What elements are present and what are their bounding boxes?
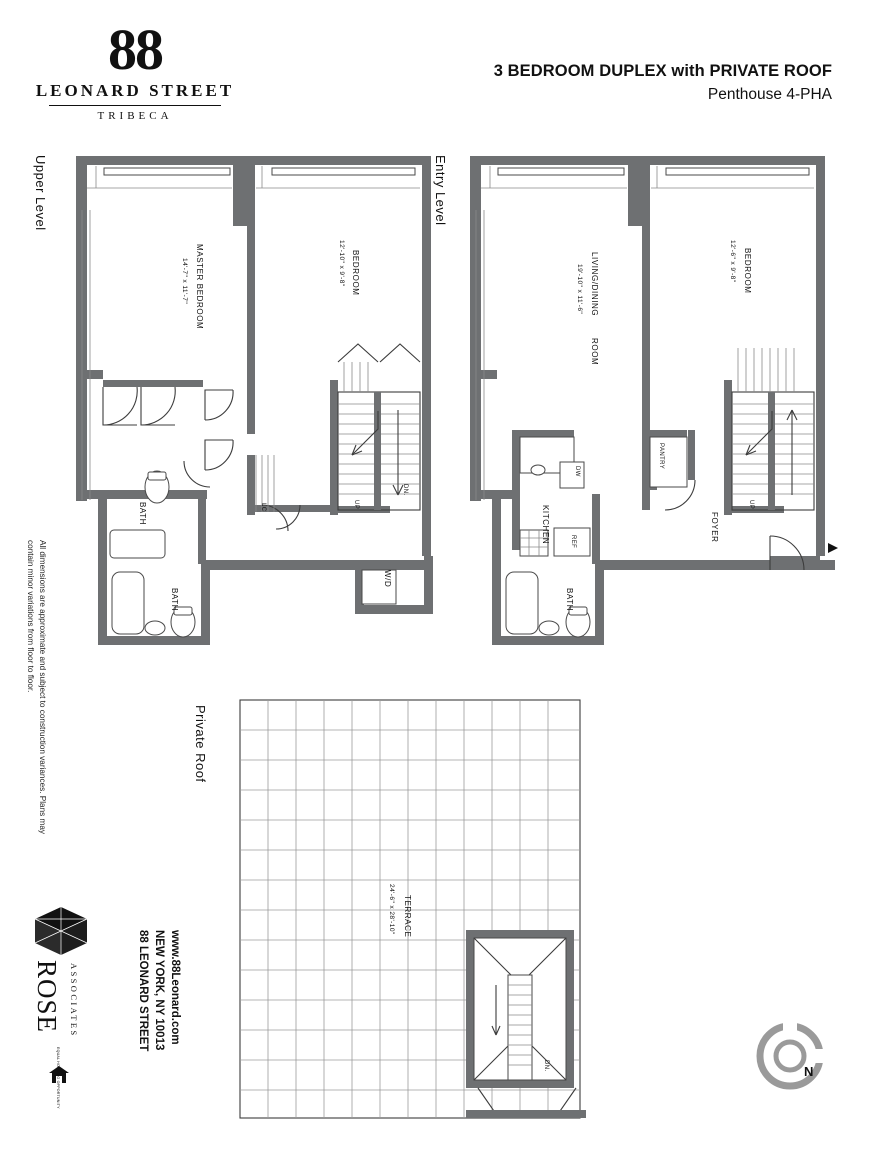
stair-label-dn-upper: DN. xyxy=(402,484,408,496)
rose-logo-mark xyxy=(33,905,89,957)
upper-level-plan xyxy=(76,156,433,645)
compass-north-label: N xyxy=(804,1064,814,1079)
room-label-kitchen: KITCHEN xyxy=(541,505,550,545)
room-label-room: ROOM xyxy=(590,338,599,366)
room-label-foyer: FOYER xyxy=(710,512,719,543)
plan-title: 3 BEDROOM DUPLEX with PRIVATE ROOF xyxy=(493,62,832,80)
appliance-label-dw: DW xyxy=(574,466,580,477)
equal-housing-text: EQUAL HOUSING OPPORTUNITY xyxy=(56,1047,60,1109)
equal-housing-badge xyxy=(36,1047,82,1109)
brand-street: LEONARD STREET xyxy=(35,81,235,101)
rose-company-name: ROSE xyxy=(32,960,62,1034)
room-label-bedroom-entry: BEDROOM xyxy=(743,248,752,294)
room-dims-living-dining: 19'-10" x 11'-6" xyxy=(576,264,583,315)
label-private-roof: Private Roof xyxy=(193,705,208,783)
room-dims-master-bedroom: 14'-7" x 11'-7" xyxy=(181,258,188,305)
brand-neighborhood: TRIBECA xyxy=(97,110,173,123)
private-roof-plan xyxy=(240,700,586,1118)
room-dims-terrace: 24'-6" x 28'-10" xyxy=(388,884,395,935)
room-dims-bedroom-entry: 12'-6" x 9'-8" xyxy=(729,240,736,283)
address-line-1: 88 LEONARD STREET xyxy=(137,930,149,1052)
entry-level-plan xyxy=(470,156,838,645)
brand-number: 88 xyxy=(108,17,162,82)
room-label-bedroom-upper: BEDROOM xyxy=(351,250,360,296)
room-dims-bedroom-upper: 12'-10" x 9'-8" xyxy=(338,240,345,287)
appliance-label-ref: REF xyxy=(570,535,576,549)
room-label-bath-upper-1: BATH xyxy=(138,502,147,526)
label-entry-level: Entry Level xyxy=(433,155,448,226)
room-label-wd: W/D xyxy=(383,570,392,588)
rose-company-sub: ASSOCIATES xyxy=(69,963,79,1038)
room-label-pantry: PANTRY xyxy=(658,443,664,470)
stair-label-up-upper: UP xyxy=(353,500,359,510)
label-upper-level: Upper Level xyxy=(33,155,48,231)
address-line-2: NEW YORK, NY 10013 xyxy=(153,930,165,1051)
room-label-terrace: TERRACE xyxy=(403,895,412,938)
room-label-living-dining: LIVING/DINING xyxy=(590,252,599,317)
room-label-master-bedroom: MASTER BEDROOM xyxy=(195,244,204,330)
plan-subtitle: Penthouse 4-PHA xyxy=(707,86,832,103)
compass-rose xyxy=(752,1018,828,1094)
room-label-bath-entry: BATH xyxy=(565,588,574,612)
website-link[interactable]: www.88Leonard.com xyxy=(169,930,181,1045)
room-label-bath-upper-2: BATH xyxy=(170,588,179,612)
stair-label-up-entry: UP xyxy=(748,500,754,510)
stair-label-dn-roof: DN. xyxy=(543,1060,549,1072)
disclaimer-text: All dimensions are approximate and subject to construction variances. Plans may contain minor variations from floor to floor. xyxy=(26,540,47,834)
room-label-lc: LC xyxy=(260,503,266,512)
